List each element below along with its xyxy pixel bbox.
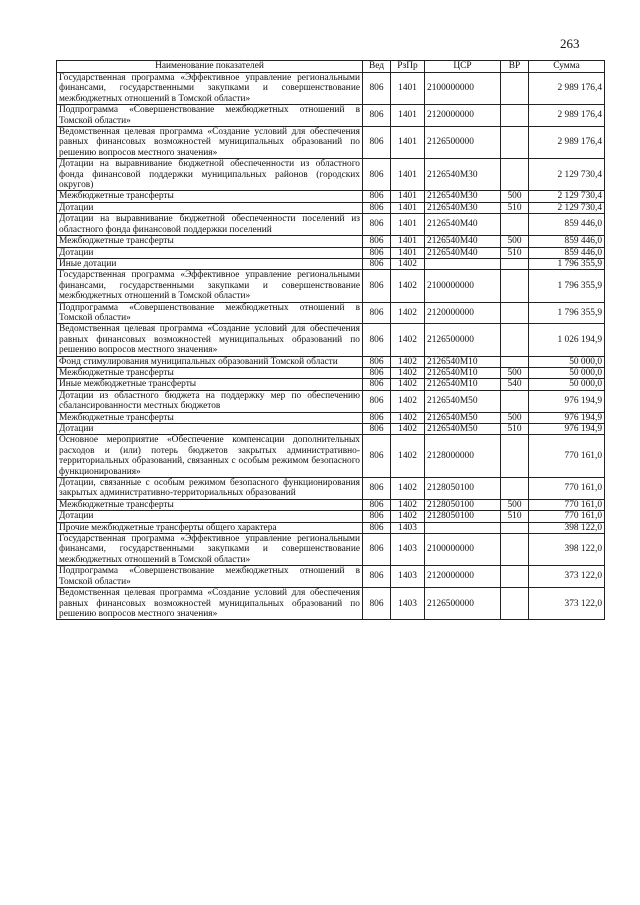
cell-csr: 2126540М30 (425, 191, 501, 202)
cell-name: Иные дотации (57, 258, 363, 269)
cell-rzpr: 1401 (391, 236, 425, 247)
cell-vr (501, 302, 529, 324)
cell-rzpr: 1402 (391, 412, 425, 423)
cell-csr: 2126540М10 (425, 379, 501, 390)
cell-csr: 2126540М30 (425, 202, 501, 213)
cell-ved: 806 (363, 390, 391, 412)
cell-rzpr: 1402 (391, 390, 425, 412)
cell-name: Межбюджетные трансферты (57, 367, 363, 378)
cell-rzpr: 1401 (391, 247, 425, 258)
table-row (57, 214, 605, 236)
cell-csr: 2120000000 (425, 105, 501, 127)
cell-csr: 2120000000 (425, 566, 501, 588)
table-row (57, 356, 605, 367)
cell-sum: 1 796 355,9 (529, 258, 605, 269)
table-row (57, 73, 605, 105)
cell-rzpr: 1402 (391, 324, 425, 356)
cell-csr: 2126540М40 (425, 236, 501, 247)
cell-sum: 976 194,9 (529, 412, 605, 423)
cell-vr: 500 (501, 236, 529, 247)
cell-csr (425, 258, 501, 269)
cell-sum: 770 161,0 (529, 499, 605, 510)
cell-vr: 500 (501, 499, 529, 510)
table-row (57, 379, 605, 390)
cell-csr: 2120000000 (425, 302, 501, 324)
cell-name: Государственная программа «Эффективное управление региональными финансами, государственными закупками и совершенствование межбюджетных отношений в Томской области» (57, 73, 363, 105)
cell-sum: 398 122,0 (529, 522, 605, 533)
cell-rzpr: 1402 (391, 270, 425, 302)
cell-rzpr: 1401 (391, 127, 425, 159)
cell-vr: 500 (501, 191, 529, 202)
cell-vr (501, 435, 529, 478)
cell-csr: 2126540М30 (425, 159, 501, 191)
cell-vr: 500 (501, 412, 529, 423)
cell-rzpr: 1402 (391, 424, 425, 435)
page-number: 263 (560, 36, 580, 51)
cell-csr: 2128050100 (425, 499, 501, 510)
cell-vr (501, 566, 529, 588)
cell-name: Подпрограмма «Совершенствование межбюджетных отношений в Томской области» (57, 302, 363, 324)
cell-vr (501, 270, 529, 302)
cell-rzpr: 1401 (391, 105, 425, 127)
cell-sum: 859 446,0 (529, 236, 605, 247)
cell-vr (501, 127, 529, 159)
header-sum: Сумма (529, 61, 605, 73)
cell-sum: 2 129 730,4 (529, 191, 605, 202)
cell-vr (501, 258, 529, 269)
cell-vr (501, 324, 529, 356)
cell-rzpr: 1402 (391, 367, 425, 378)
cell-csr: 2126540М40 (425, 247, 501, 258)
cell-csr: 2128050100 (425, 511, 501, 522)
cell-sum: 2 989 176,4 (529, 105, 605, 127)
cell-name: Дотации (57, 424, 363, 435)
cell-ved: 806 (363, 511, 391, 522)
table-row (57, 390, 605, 412)
cell-ved: 806 (363, 424, 391, 435)
cell-ved: 806 (363, 191, 391, 202)
cell-sum: 859 446,0 (529, 214, 605, 236)
cell-vr (501, 522, 529, 533)
table-row (57, 424, 605, 435)
cell-ved: 806 (363, 214, 391, 236)
cell-vr (501, 214, 529, 236)
cell-name: Ведомственная целевая программа «Создание условий для обеспечения равных финансовых возможностей муниципальных образований по решению вопросов местного значения» (57, 127, 363, 159)
cell-ved: 806 (363, 105, 391, 127)
cell-ved: 806 (363, 522, 391, 533)
table-row (57, 478, 605, 500)
cell-vr (501, 356, 529, 367)
cell-ved: 806 (363, 435, 391, 478)
cell-ved: 806 (363, 534, 391, 566)
cell-sum: 50 000,0 (529, 379, 605, 390)
cell-vr: 510 (501, 424, 529, 435)
cell-csr: 2100000000 (425, 270, 501, 302)
table-row (57, 511, 605, 522)
cell-ved: 806 (363, 412, 391, 423)
cell-sum: 859 446,0 (529, 247, 605, 258)
cell-rzpr: 1403 (391, 566, 425, 588)
cell-sum: 1 796 355,9 (529, 302, 605, 324)
cell-csr: 2126540М10 (425, 356, 501, 367)
table-row (57, 191, 605, 202)
cell-name: Фонд стимулирования муниципальных образований Томской области (57, 356, 363, 367)
cell-rzpr: 1401 (391, 73, 425, 105)
header-name: Наименование показателей (57, 61, 363, 73)
header-csr: ЦСР (425, 61, 501, 73)
cell-csr: 2100000000 (425, 534, 501, 566)
cell-name: Основное мероприятие «Обеспечение компенсации дополнительных расходов и (или) потерь бюджетов закрытых административно-территориальных образований, связанных с особым режимом безопасного функционирования» (57, 435, 363, 478)
cell-rzpr: 1401 (391, 202, 425, 213)
cell-ved: 806 (363, 324, 391, 356)
cell-rzpr: 1402 (391, 499, 425, 510)
cell-vr: 540 (501, 379, 529, 390)
cell-rzpr: 1402 (391, 511, 425, 522)
cell-name: Межбюджетные трансферты (57, 412, 363, 423)
cell-rzpr: 1402 (391, 435, 425, 478)
cell-vr (501, 390, 529, 412)
cell-csr: 2126540М10 (425, 367, 501, 378)
table-row (57, 499, 605, 510)
cell-csr: 2126540М50 (425, 412, 501, 423)
cell-ved: 806 (363, 478, 391, 500)
cell-name: Подпрограмма «Совершенствование межбюджетных отношений в Томской области» (57, 566, 363, 588)
cell-vr (501, 588, 529, 620)
cell-name: Ведомственная целевая программа «Создание условий для обеспечения равных финансовых возможностей муниципальных образований по решению вопросов местного значения» (57, 588, 363, 620)
cell-csr: 2126540М40 (425, 214, 501, 236)
cell-name: Прочие межбюджетные трансферты общего характера (57, 522, 363, 533)
cell-rzpr: 1403 (391, 588, 425, 620)
cell-csr: 2100000000 (425, 73, 501, 105)
table-row (57, 435, 605, 478)
table-row (57, 566, 605, 588)
header-rzpr: РзПр (391, 61, 425, 73)
cell-sum: 770 161,0 (529, 511, 605, 522)
cell-name: Дотации (57, 202, 363, 213)
cell-vr: 510 (501, 202, 529, 213)
cell-rzpr: 1403 (391, 534, 425, 566)
cell-name: Межбюджетные трансферты (57, 499, 363, 510)
cell-rzpr: 1401 (391, 214, 425, 236)
table-row (57, 534, 605, 566)
cell-vr: 510 (501, 511, 529, 522)
cell-sum: 50 000,0 (529, 367, 605, 378)
cell-vr: 500 (501, 367, 529, 378)
cell-name: Ведомственная целевая программа «Создание условий для обеспечения равных финансовых возможностей муниципальных образований по решению вопросов местного значения» (57, 324, 363, 356)
cell-ved: 806 (363, 247, 391, 258)
table-row (57, 105, 605, 127)
cell-ved: 806 (363, 258, 391, 269)
table-row (57, 258, 605, 269)
cell-rzpr: 1401 (391, 159, 425, 191)
cell-sum: 976 194,9 (529, 390, 605, 412)
table-row (57, 367, 605, 378)
table-row (57, 159, 605, 191)
cell-rzpr: 1402 (391, 356, 425, 367)
table-row (57, 247, 605, 258)
cell-rzpr: 1403 (391, 522, 425, 533)
cell-sum: 1 796 355,9 (529, 270, 605, 302)
cell-ved: 806 (363, 588, 391, 620)
cell-name: Дотации (57, 247, 363, 258)
cell-ved: 806 (363, 302, 391, 324)
cell-csr: 2128050100 (425, 478, 501, 500)
table-row (57, 522, 605, 533)
table-row (57, 412, 605, 423)
cell-vr (501, 73, 529, 105)
cell-csr: 2126500000 (425, 588, 501, 620)
cell-name: Дотации на выравнивание бюджетной обеспеченности из областного фонда финансовой поддержки муниципальных районов (городских округов) (57, 159, 363, 191)
cell-ved: 806 (363, 367, 391, 378)
header-vr: ВР (501, 61, 529, 73)
table-row (57, 202, 605, 213)
cell-vr: 510 (501, 247, 529, 258)
cell-sum: 976 194,9 (529, 424, 605, 435)
cell-sum: 1 026 194,9 (529, 324, 605, 356)
table-row (57, 302, 605, 324)
cell-ved: 806 (363, 566, 391, 588)
cell-csr: 2128000000 (425, 435, 501, 478)
cell-sum: 398 122,0 (529, 534, 605, 566)
cell-ved: 806 (363, 236, 391, 247)
cell-sum: 373 122,0 (529, 588, 605, 620)
table-row (57, 236, 605, 247)
cell-ved: 806 (363, 356, 391, 367)
cell-csr (425, 522, 501, 533)
cell-name: Государственная программа «Эффективное управление региональными финансами, государственными закупками и совершенствование межбюджетных отношений в Томской области» (57, 270, 363, 302)
budget-table (56, 60, 605, 620)
cell-name: Иные межбюджетные трансферты (57, 379, 363, 390)
table-row (57, 588, 605, 620)
cell-csr: 2126540М50 (425, 390, 501, 412)
cell-sum: 2 989 176,4 (529, 127, 605, 159)
cell-ved: 806 (363, 270, 391, 302)
cell-sum: 770 161,0 (529, 478, 605, 500)
cell-rzpr: 1402 (391, 379, 425, 390)
cell-name: Подпрограмма «Совершенствование межбюджетных отношений в Томской области» (57, 105, 363, 127)
table-row (57, 270, 605, 302)
cell-name: Межбюджетные трансферты (57, 191, 363, 202)
cell-sum: 373 122,0 (529, 566, 605, 588)
cell-ved: 806 (363, 159, 391, 191)
cell-vr (501, 534, 529, 566)
cell-sum: 2 989 176,4 (529, 73, 605, 105)
cell-ved: 806 (363, 202, 391, 213)
cell-csr: 2126540М50 (425, 424, 501, 435)
cell-ved: 806 (363, 499, 391, 510)
table-row (57, 324, 605, 356)
table-row (57, 127, 605, 159)
cell-sum: 2 129 730,4 (529, 159, 605, 191)
table-header-row (57, 61, 605, 73)
cell-vr (501, 478, 529, 500)
cell-sum: 2 129 730,4 (529, 202, 605, 213)
cell-name: Дотации (57, 511, 363, 522)
header-ved: Вед (363, 61, 391, 73)
cell-vr (501, 159, 529, 191)
cell-csr: 2126500000 (425, 324, 501, 356)
cell-ved: 806 (363, 379, 391, 390)
cell-name: Дотации, связанные с особым режимом безопасного функционирования закрытых административно-территориальных образований (57, 478, 363, 500)
cell-rzpr: 1402 (391, 258, 425, 269)
cell-name: Дотации из областного бюджета на поддержку мер по обеспечению сбалансированности местных бюджетов (57, 390, 363, 412)
cell-name: Межбюджетные трансферты (57, 236, 363, 247)
cell-rzpr: 1401 (391, 191, 425, 202)
cell-sum: 770 161,0 (529, 435, 605, 478)
cell-name: Дотации на выравнивание бюджетной обеспеченности поселений из областного фонда финансовой поддержки поселений (57, 214, 363, 236)
cell-ved: 806 (363, 127, 391, 159)
cell-vr (501, 105, 529, 127)
cell-rzpr: 1402 (391, 478, 425, 500)
cell-sum: 50 000,0 (529, 356, 605, 367)
cell-name: Государственная программа «Эффективное управление региональными финансами, государственными закупками и совершенствование межбюджетных отношений в Томской области» (57, 534, 363, 566)
cell-rzpr: 1402 (391, 302, 425, 324)
cell-ved: 806 (363, 73, 391, 105)
cell-csr: 2126500000 (425, 127, 501, 159)
